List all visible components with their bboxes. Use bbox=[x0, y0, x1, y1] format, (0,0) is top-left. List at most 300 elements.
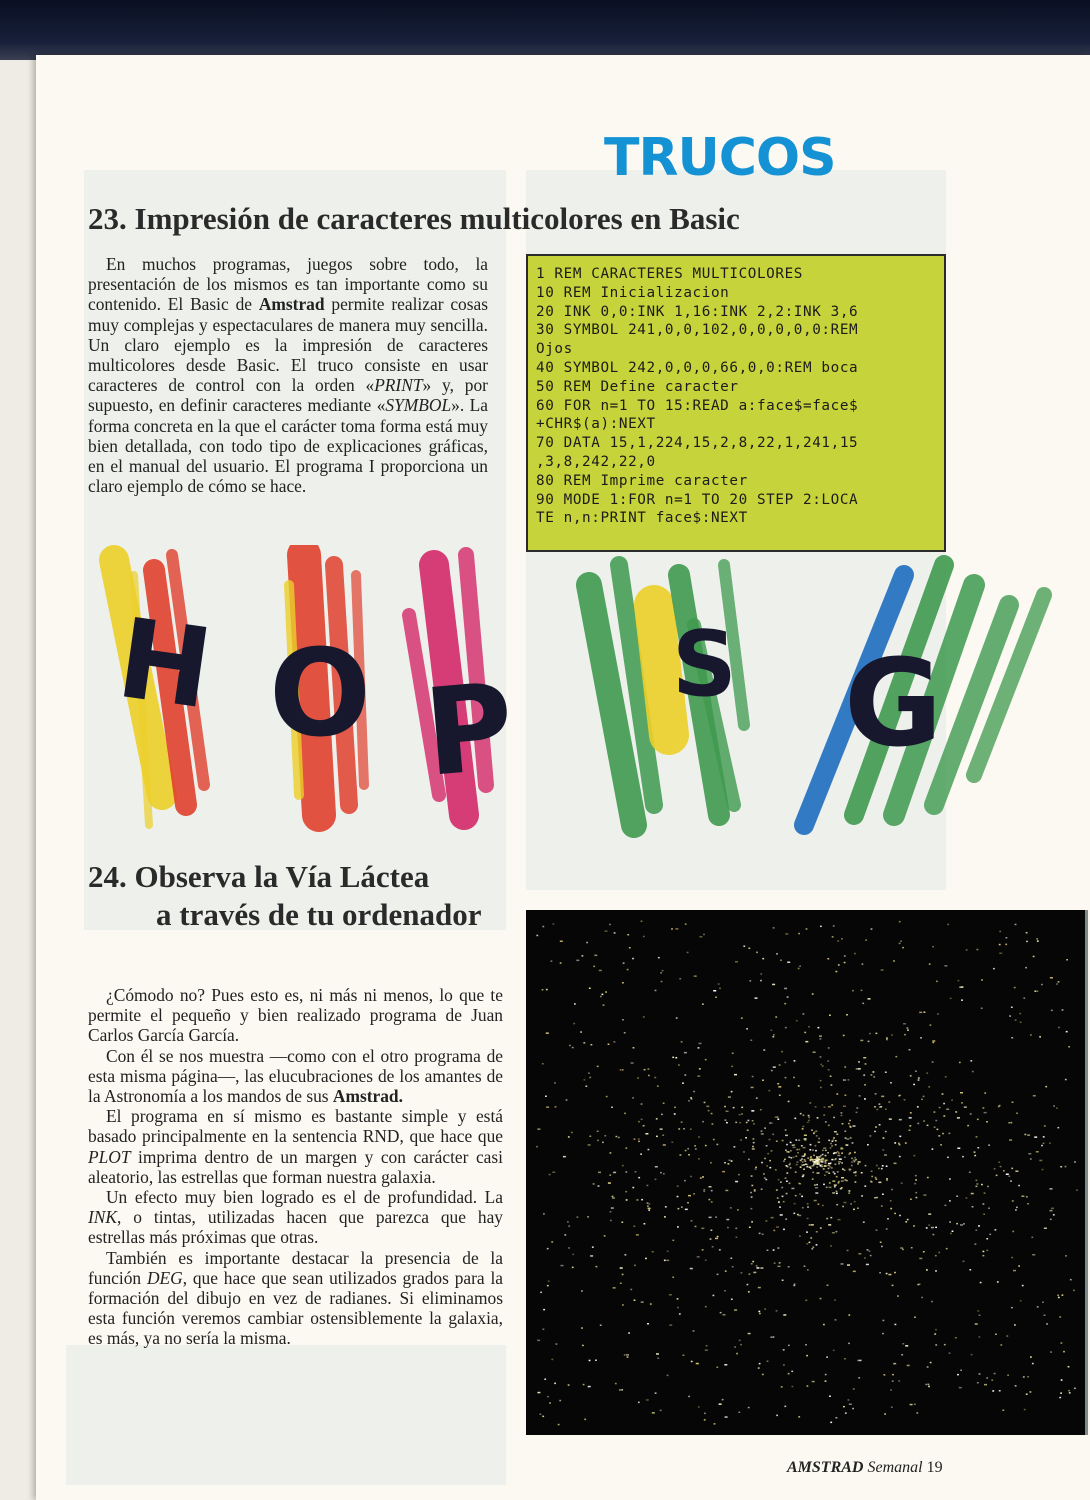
star bbox=[715, 1216, 717, 1218]
star bbox=[756, 1097, 758, 1099]
star bbox=[690, 1176, 692, 1178]
star bbox=[588, 1386, 591, 1388]
star bbox=[866, 1264, 869, 1266]
star bbox=[863, 1057, 866, 1059]
star bbox=[758, 1287, 761, 1289]
star bbox=[830, 1143, 832, 1145]
star bbox=[910, 1199, 912, 1201]
star bbox=[1016, 1207, 1018, 1209]
star bbox=[997, 1281, 999, 1283]
star bbox=[812, 1172, 814, 1174]
star bbox=[599, 970, 602, 972]
star bbox=[666, 1260, 669, 1262]
star bbox=[610, 1211, 612, 1213]
star bbox=[746, 1028, 748, 1030]
star bbox=[928, 1086, 930, 1088]
star bbox=[816, 1156, 818, 1158]
star bbox=[851, 1161, 853, 1163]
star bbox=[602, 1142, 604, 1144]
star bbox=[589, 1077, 591, 1079]
star bbox=[804, 1266, 806, 1268]
star bbox=[853, 1125, 856, 1127]
star bbox=[848, 1123, 850, 1125]
star bbox=[699, 1043, 702, 1045]
star bbox=[921, 1297, 923, 1299]
star bbox=[844, 1157, 846, 1159]
star bbox=[1031, 1237, 1033, 1239]
star bbox=[667, 1251, 669, 1253]
star bbox=[760, 980, 762, 982]
star bbox=[612, 1196, 614, 1198]
star bbox=[928, 1224, 930, 1226]
star bbox=[825, 1155, 827, 1157]
article-1-body bbox=[88, 254, 488, 496]
star bbox=[785, 1129, 787, 1131]
star bbox=[776, 1226, 779, 1228]
star bbox=[1062, 1294, 1064, 1296]
star bbox=[820, 1298, 822, 1300]
star bbox=[895, 1056, 897, 1058]
star bbox=[825, 1380, 827, 1382]
star bbox=[597, 1140, 599, 1142]
star bbox=[702, 1249, 704, 1251]
star bbox=[902, 1249, 904, 1251]
star bbox=[836, 1093, 838, 1095]
star bbox=[754, 1189, 756, 1191]
star bbox=[764, 1127, 766, 1129]
star bbox=[540, 1292, 542, 1294]
star bbox=[547, 1248, 549, 1250]
star bbox=[833, 1117, 835, 1119]
star bbox=[705, 1349, 708, 1351]
star bbox=[800, 1160, 802, 1162]
star bbox=[783, 1364, 785, 1366]
star bbox=[900, 1247, 903, 1249]
star bbox=[1015, 1171, 1018, 1173]
star bbox=[838, 1181, 840, 1183]
star bbox=[625, 1191, 627, 1193]
star bbox=[769, 1160, 771, 1162]
star bbox=[988, 1208, 990, 1210]
listing-line: 40 SYMBOL 242,0,0,0,66,0,0:REM boca bbox=[536, 359, 859, 376]
star bbox=[812, 1161, 814, 1163]
star bbox=[999, 1390, 1001, 1392]
star bbox=[789, 1183, 791, 1185]
star bbox=[971, 1354, 973, 1356]
star bbox=[655, 990, 657, 992]
star bbox=[820, 926, 822, 928]
star bbox=[799, 1235, 801, 1237]
star bbox=[926, 1269, 928, 1271]
star bbox=[837, 1151, 839, 1153]
star bbox=[1036, 938, 1038, 940]
star bbox=[537, 1392, 540, 1394]
star bbox=[1065, 1079, 1067, 1081]
star bbox=[1014, 987, 1016, 989]
star bbox=[641, 1301, 644, 1303]
star bbox=[917, 1106, 919, 1108]
star bbox=[864, 1257, 866, 1259]
star bbox=[625, 1171, 627, 1173]
star bbox=[778, 1179, 780, 1181]
star bbox=[1059, 1397, 1061, 1399]
star bbox=[885, 1131, 887, 1133]
star bbox=[720, 1312, 722, 1314]
star bbox=[829, 1396, 831, 1398]
star bbox=[748, 1120, 750, 1122]
star bbox=[788, 1373, 790, 1375]
star bbox=[741, 1107, 743, 1109]
star bbox=[775, 1016, 777, 1018]
star bbox=[702, 1121, 704, 1123]
star bbox=[781, 1386, 783, 1388]
star bbox=[1058, 1297, 1060, 1299]
star bbox=[865, 939, 867, 941]
listing-line: TE n,n:PRINT face$:NEXT bbox=[536, 510, 748, 527]
star bbox=[648, 1208, 651, 1210]
brush-letters-illustration bbox=[94, 545, 1054, 845]
star bbox=[1023, 1376, 1025, 1378]
star bbox=[831, 1167, 833, 1169]
star bbox=[610, 1220, 612, 1222]
star bbox=[830, 1076, 832, 1078]
star bbox=[1063, 1351, 1065, 1353]
star bbox=[1060, 1392, 1062, 1394]
star bbox=[863, 1074, 865, 1076]
letter-glyph: S bbox=[672, 612, 737, 717]
star bbox=[848, 1079, 850, 1081]
star bbox=[831, 1145, 833, 1147]
star bbox=[741, 1017, 743, 1019]
star bbox=[813, 1163, 816, 1165]
star bbox=[864, 1185, 866, 1187]
star bbox=[641, 1103, 643, 1105]
star bbox=[593, 1183, 595, 1185]
star bbox=[808, 1115, 810, 1117]
star bbox=[838, 1219, 841, 1221]
star bbox=[761, 1133, 764, 1135]
star bbox=[994, 1373, 996, 1375]
star bbox=[568, 1225, 570, 1227]
star bbox=[765, 1179, 767, 1181]
star bbox=[858, 1068, 861, 1070]
star bbox=[935, 1255, 937, 1257]
star bbox=[816, 1160, 818, 1162]
star bbox=[767, 1250, 769, 1252]
star bbox=[803, 1164, 805, 1166]
star bbox=[764, 1308, 766, 1310]
star bbox=[860, 1040, 863, 1042]
star bbox=[885, 1109, 887, 1111]
star bbox=[1034, 991, 1036, 993]
star bbox=[652, 1412, 655, 1414]
star bbox=[857, 1208, 859, 1210]
star bbox=[959, 986, 962, 988]
star bbox=[724, 1162, 726, 1164]
star bbox=[749, 980, 751, 982]
star bbox=[789, 1163, 791, 1165]
star bbox=[783, 1160, 785, 1162]
star bbox=[767, 1361, 769, 1363]
star bbox=[977, 1183, 979, 1185]
star bbox=[709, 1217, 712, 1219]
star bbox=[1051, 1208, 1054, 1210]
star bbox=[979, 1373, 981, 1375]
listing-line: 90 MODE 1:FOR n=1 TO 20 STEP 2:LOCA bbox=[536, 491, 859, 508]
star bbox=[648, 1149, 650, 1151]
star bbox=[913, 1225, 915, 1227]
star bbox=[887, 1218, 889, 1220]
star bbox=[790, 1167, 792, 1169]
italic-run: SYMBOL bbox=[385, 395, 452, 416]
star bbox=[935, 1344, 937, 1346]
star bbox=[855, 1171, 857, 1173]
star bbox=[1025, 967, 1027, 969]
star bbox=[688, 1195, 691, 1197]
star bbox=[827, 1060, 829, 1062]
star bbox=[739, 1340, 741, 1342]
star bbox=[581, 1327, 583, 1329]
star bbox=[891, 1034, 893, 1036]
star bbox=[842, 1206, 844, 1208]
star bbox=[850, 1203, 852, 1205]
star bbox=[627, 1356, 629, 1358]
star bbox=[810, 1160, 812, 1162]
star bbox=[847, 1250, 849, 1252]
star bbox=[935, 1270, 937, 1272]
star bbox=[592, 1246, 594, 1248]
star bbox=[790, 1157, 792, 1159]
star bbox=[676, 1017, 678, 1019]
star bbox=[840, 1148, 843, 1150]
page-number: 19 bbox=[926, 1459, 943, 1476]
star bbox=[640, 1153, 642, 1155]
star bbox=[1032, 1254, 1035, 1256]
star bbox=[555, 1106, 557, 1108]
star bbox=[946, 1248, 948, 1250]
star bbox=[637, 1199, 639, 1201]
star bbox=[899, 1215, 901, 1217]
star bbox=[854, 1157, 856, 1159]
star bbox=[798, 1416, 800, 1418]
star bbox=[785, 933, 788, 935]
star bbox=[882, 1333, 884, 1335]
star bbox=[1008, 1176, 1010, 1178]
star bbox=[684, 1074, 686, 1076]
star bbox=[807, 1157, 809, 1159]
star bbox=[766, 1145, 768, 1147]
star bbox=[854, 1201, 856, 1203]
star bbox=[931, 1227, 934, 1229]
star bbox=[710, 1162, 712, 1164]
star bbox=[650, 1303, 652, 1305]
star bbox=[802, 1128, 804, 1130]
star bbox=[746, 1122, 748, 1124]
star bbox=[827, 1152, 829, 1154]
star bbox=[817, 1162, 819, 1164]
star bbox=[966, 949, 968, 951]
star bbox=[836, 1231, 838, 1233]
star bbox=[828, 1224, 831, 1226]
star bbox=[969, 1269, 971, 1271]
star bbox=[836, 1417, 838, 1419]
star bbox=[823, 1114, 825, 1116]
star bbox=[542, 989, 544, 991]
star bbox=[782, 1140, 784, 1142]
star bbox=[560, 941, 563, 943]
star bbox=[735, 1181, 738, 1183]
star bbox=[728, 1163, 730, 1165]
star bbox=[637, 1077, 639, 1079]
star bbox=[551, 1359, 553, 1361]
star bbox=[830, 1245, 832, 1247]
star bbox=[705, 1059, 707, 1061]
star bbox=[638, 1177, 640, 1179]
star bbox=[779, 1206, 781, 1208]
star bbox=[1024, 1134, 1026, 1136]
star bbox=[780, 1181, 782, 1183]
star bbox=[806, 1243, 808, 1245]
star bbox=[722, 1171, 725, 1173]
star bbox=[626, 1199, 628, 1201]
listing-line: 1 REM CARACTERES MULTICOLORES bbox=[536, 266, 804, 282]
star bbox=[760, 973, 762, 975]
star bbox=[755, 997, 758, 999]
star bbox=[779, 1095, 781, 1097]
star bbox=[542, 1063, 544, 1065]
star bbox=[677, 1298, 679, 1300]
star bbox=[771, 1150, 773, 1152]
star bbox=[810, 1144, 812, 1146]
text-run: Con él se nos muestra —como con el otro programa de esta misma página—, las elucubraciones de los amantes de la Astronomía a los mandos de sus bbox=[88, 1045, 503, 1107]
star bbox=[678, 1128, 680, 1130]
star bbox=[785, 1027, 787, 1029]
star bbox=[739, 1114, 741, 1116]
star bbox=[886, 1178, 888, 1180]
star bbox=[932, 1148, 934, 1150]
star bbox=[875, 1177, 877, 1179]
star bbox=[832, 1141, 834, 1143]
star bbox=[972, 1071, 974, 1073]
star bbox=[842, 1123, 844, 1125]
star bbox=[784, 1062, 786, 1064]
star bbox=[761, 1162, 763, 1164]
star bbox=[722, 1399, 724, 1401]
star bbox=[674, 1113, 676, 1115]
star bbox=[976, 1186, 978, 1188]
star bbox=[783, 1314, 786, 1316]
star bbox=[781, 1051, 783, 1053]
star bbox=[804, 1032, 806, 1034]
star bbox=[970, 1113, 972, 1115]
star bbox=[1011, 1037, 1013, 1039]
star bbox=[892, 1374, 894, 1376]
star bbox=[604, 1135, 606, 1137]
star bbox=[664, 1260, 666, 1262]
star bbox=[706, 1106, 709, 1108]
star bbox=[949, 1133, 951, 1135]
star bbox=[683, 1128, 685, 1130]
star bbox=[940, 1144, 942, 1146]
star bbox=[552, 1172, 555, 1174]
star bbox=[614, 1041, 616, 1043]
star bbox=[756, 1265, 758, 1267]
star bbox=[806, 928, 808, 930]
star bbox=[620, 1283, 622, 1285]
star bbox=[704, 1419, 706, 1421]
star bbox=[801, 1196, 803, 1198]
star bbox=[884, 1413, 886, 1415]
star bbox=[621, 1222, 623, 1224]
star bbox=[1037, 1306, 1039, 1308]
star bbox=[566, 1099, 568, 1101]
star bbox=[1039, 1160, 1042, 1162]
star bbox=[549, 1174, 551, 1176]
star bbox=[1008, 1122, 1010, 1124]
star bbox=[1014, 1324, 1016, 1326]
star bbox=[648, 1068, 650, 1070]
star bbox=[855, 1159, 857, 1161]
star bbox=[778, 1266, 781, 1268]
star bbox=[807, 1269, 809, 1271]
star bbox=[884, 1154, 887, 1156]
star bbox=[725, 1270, 727, 1272]
star bbox=[619, 1389, 621, 1391]
paragraph bbox=[88, 1046, 503, 1107]
star bbox=[762, 1374, 764, 1376]
star bbox=[690, 1097, 692, 1099]
star bbox=[1009, 1015, 1011, 1017]
star bbox=[852, 1408, 854, 1410]
star bbox=[605, 930, 608, 932]
star bbox=[598, 1185, 600, 1187]
star bbox=[551, 960, 553, 962]
star bbox=[589, 1360, 591, 1362]
star bbox=[752, 1148, 755, 1150]
star bbox=[823, 1184, 825, 1186]
star bbox=[816, 1184, 818, 1186]
star bbox=[836, 1134, 838, 1136]
star bbox=[843, 1035, 845, 1037]
star bbox=[1074, 1388, 1076, 1390]
star bbox=[773, 927, 775, 929]
star bbox=[613, 1287, 616, 1289]
star bbox=[886, 1273, 888, 1275]
star bbox=[836, 1191, 838, 1193]
star bbox=[1044, 1315, 1046, 1317]
star bbox=[588, 1144, 591, 1146]
star bbox=[641, 1199, 643, 1201]
star bbox=[835, 1164, 837, 1166]
star bbox=[977, 1119, 979, 1121]
star bbox=[793, 1285, 795, 1287]
star bbox=[911, 1247, 913, 1249]
star bbox=[582, 1345, 584, 1347]
text-run: , o tintas, utilizadas hacen que parezca que hay estrellas más próximas que otras. bbox=[88, 1207, 503, 1248]
star bbox=[729, 1160, 731, 1162]
star bbox=[786, 1144, 788, 1146]
star bbox=[929, 963, 931, 965]
star bbox=[1043, 1143, 1045, 1145]
star bbox=[951, 1099, 953, 1101]
star bbox=[807, 1218, 809, 1220]
star bbox=[669, 1294, 672, 1296]
star bbox=[817, 1158, 820, 1160]
star bbox=[792, 1386, 794, 1388]
star bbox=[794, 1283, 796, 1285]
star bbox=[1018, 1185, 1020, 1187]
star bbox=[841, 1263, 844, 1265]
